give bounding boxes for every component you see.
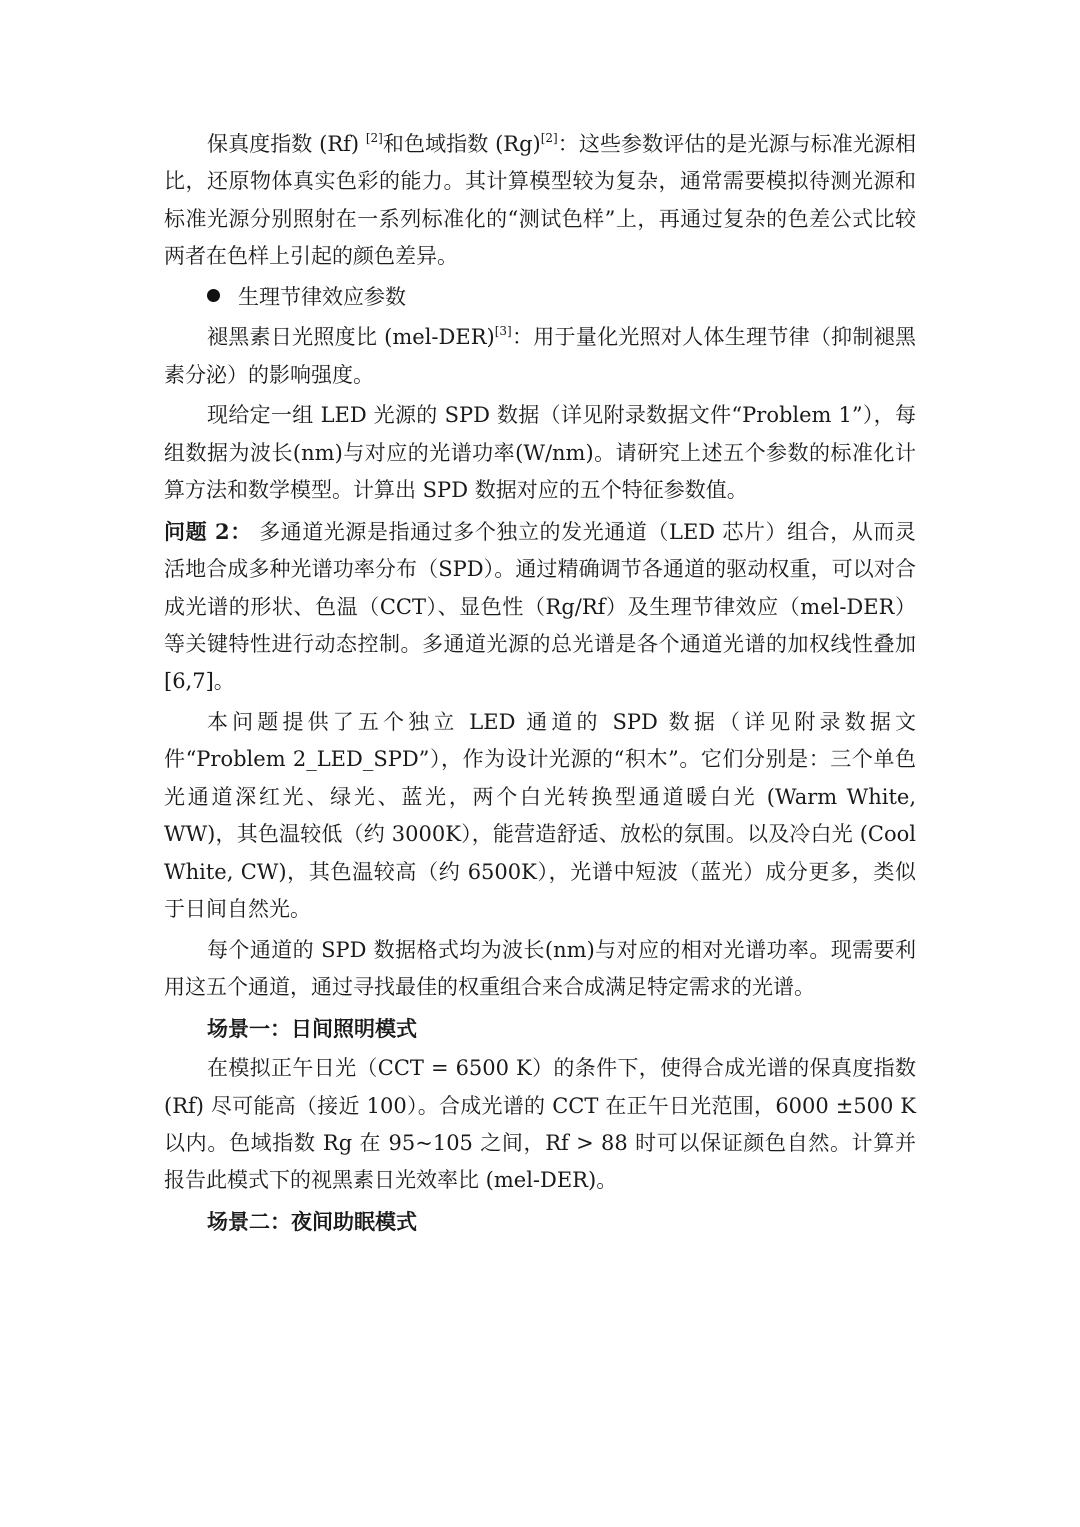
rg-text: 和色域指数 (Rg) (382, 132, 541, 156)
citation-ref: [2] (365, 131, 383, 145)
mel-der-description: ：用于量化光照对人体生理节律（抑制褪黑素分泌）的影响强度。 (164, 325, 916, 387)
citation-ref: [2] (540, 131, 558, 145)
paragraph-mel-der (164, 319, 916, 394)
rf-text: 保真度指数 (Rf) (207, 132, 366, 156)
citation-ref: [3] (494, 324, 512, 339)
document-page (164, 126, 916, 1244)
question-2-text: 多通道光源是指通过多个独立的发光通道（LED 芯片）组合，从而灵活地合成多种光谱功率分布（SPD）。通过精确调节各通道的驱动权重，可以对合成光谱的形状、色温（CCT）、显色性（Rg/Rf）及生理节律效应（mel-DER）等关键特性进行动态控制。多通道光源的总光谱是各个通道光谱的加权线性叠加[6,7]。 (164, 519, 916, 694)
scene-1-heading: 场景一：日间照明模式 (207, 1015, 417, 1041)
paragraph-problem-1-task: 现给定一组 LED 光源的 SPD 数据（详见附录数据文件“Problem 1”），每组数据为波长(nm)与对应的光谱功率(W/nm)。请研究上述五个参数的标准化计算方法和数学模型。计算出 SPD 数据对应的五个特征参数值。 (164, 403, 916, 503)
bullet-label: 生理节律效应参数 (238, 284, 406, 309)
bullet-item (164, 279, 916, 316)
paragraph-question-2 (164, 513, 916, 701)
question-2-label: 问题 2： (164, 518, 252, 544)
bullet-icon (207, 289, 220, 302)
paragraph-spd-format: 每个通道的 SPD 数据格式均为波长(nm)与对应的相对光谱功率。现需要利用这五个通道，通过寻找最佳的权重组合来合成满足特定需求的光谱。 (164, 937, 916, 1000)
paragraph-led-channels: 本问题提供了五个独立 LED 通道的 SPD 数据（详见附录数据文件“Problem 2_LED_SPD”），作为设计光源的“积木”。它们分别是：三个单色光通道深红光、绿光、蓝光，两个白光转换型通道暖白光 (Warm White, WW)，其色温较低（约 3000K），能营造舒适、放松的氛围。以及冷白光 (Cool White, CW)，其色温较高（约 6500K），光谱中短波（蓝光）成分更多，类似于日间自然光。 (164, 710, 916, 922)
paragraph-scene-1: 在模拟正午日光（CCT = 6500 K）的条件下，使得合成光谱的保真度指数 (Rf) 尽可能高（接近 100）。合成光谱的 CCT 在正午日光范围，6000 ±500 K 以内。色域指数 Rg 在 95~105 之间，Rf > 88 时可以保证颜色自然。计算并报告此模式下的视黑素日光效率比 (mel-DER)。 (164, 1056, 916, 1193)
mel-der-text: 褪黑素日光照度比 (mel-DER) (207, 325, 495, 350)
scene-2-heading: 场景二：夜间助眠模式 (207, 1209, 417, 1235)
paragraph-rf-rg (164, 126, 916, 276)
rf-rg-description: ：这些参数评估的是光源与标准光源相比，还原物体真实色彩的能力。其计算模型较为复杂，通常需要模拟待测光源和标准光源分别照射在一系列标准化的“测试色样”上，再通过复杂的色差公式比较两者在色样上引起的颜色差异。 (164, 132, 917, 269)
